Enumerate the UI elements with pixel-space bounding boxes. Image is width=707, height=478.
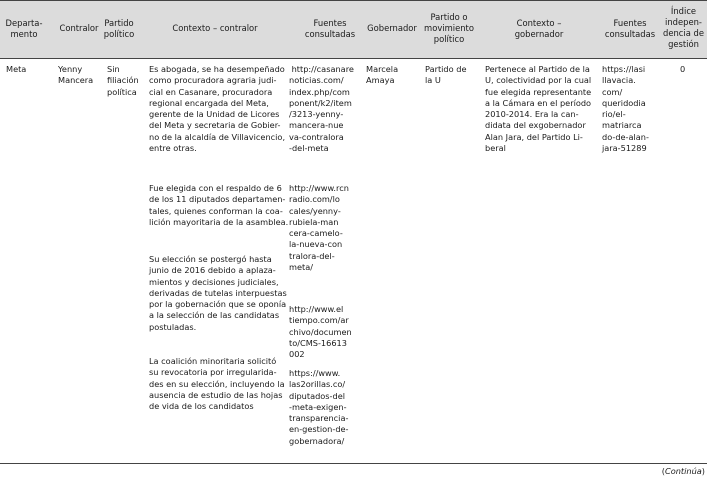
header-partido-movimiento: Partido o movimiento político xyxy=(424,12,474,44)
header-partido-politico: Partido político xyxy=(103,18,135,39)
header-fuentes-consultadas-2: Fuentes consultadas xyxy=(604,18,656,39)
header-fuentes-consultadas-1: Fuentes consultadas xyxy=(304,18,356,39)
cell-fuente-contralor-2[interactable]: http://www.rcn radio.com/lo cales/yenny- rubiela-man cera-camelo- la-nueva-con tralora-del- meta/ xyxy=(289,183,349,273)
top-rule xyxy=(0,0,707,1)
continua-label: Continúa xyxy=(665,466,702,476)
cell-contexto-contralor-p1: Es abogada, se ha desempeñado como procuradora agraria judi- cial en Casanare, procuradora regional encargada del Meta, gerente de la Unidad de Licores del Meta y secretaria de Gobier- no de la alcaldía de Villavicencio, entre otras. xyxy=(149,64,286,154)
header-contralor: Contralor xyxy=(59,23,99,33)
cell-fuentes-gobernador[interactable]: https://lasi llavacia. com/ queridodia rio/el- matriarca do-de-alan- jara-51289 xyxy=(602,64,649,154)
header-indice: Índice indepen- dencia de gestión xyxy=(663,6,704,49)
cell-contexto-contralor-p4: La coalición minoritaria solicitó su revocatoria por irregularida- des en su elección, incluyendo la ausencia de estudio de las hojas de vida de los candidatos xyxy=(149,356,285,412)
continua-note: (Continúa) xyxy=(661,466,705,476)
header-departamento: Departa- mento xyxy=(5,18,43,39)
cell-indice: 0 xyxy=(680,64,686,74)
header-contexto-gobernador: Contexto – gobernador xyxy=(514,18,564,39)
cell-fuente-contralor-1[interactable]: http://casanare noticias.com/ index.php/com ponent/k2/item /3213-yenny- mancera-nue va-contralora -del-meta xyxy=(289,64,354,154)
cell-contexto-gobernador: Pertenece al Partido de la U, colectividad por la cual fue elegida representante a la Cámara en el período 2010-2014. Era la can- didata del exgobernador Alan Jara, del Partido Li- beral xyxy=(485,64,592,154)
header-gobernador: Gobernador xyxy=(367,23,417,33)
cell-fuente-contralor-4[interactable]: https://www. las2orillas.co/ diputados-del -meta-exigen- transparencia- en-gestion-de- gobernadora/ xyxy=(289,368,349,446)
cell-contexto-contralor-p2: Fue elegida con el respaldo de 6 de los 11 diputados departamen- tales, quienes conforman la coa- lición mayoritaria de la asamblea. xyxy=(149,183,289,227)
cell-partido-contralor: Sin filiación política xyxy=(107,64,139,97)
bottom-rule xyxy=(0,463,707,464)
cell-fuente-contralor-3[interactable]: http://www.el tiempo.com/ar chivo/documen to/CMS-16613 002 xyxy=(289,304,352,360)
cell-contexto-contralor-p3: Su elección se postergó hasta junio de 2016 debido a aplaza- mientos y decisiones judiciales, derivadas de tutelas interpuestas por la gobernación que se oponía a la selección de las candidatas postuladas. xyxy=(149,254,287,332)
cell-departamento: Meta xyxy=(6,64,27,74)
header-rule xyxy=(0,58,707,59)
cell-partido-gobernador: Partido de la U xyxy=(425,64,467,86)
header-contexto-contralor: Contexto – contralor xyxy=(172,23,258,33)
cell-contralor: Yenny Mancera xyxy=(58,64,94,86)
cell-gobernador: Marcela Amaya xyxy=(366,64,399,86)
